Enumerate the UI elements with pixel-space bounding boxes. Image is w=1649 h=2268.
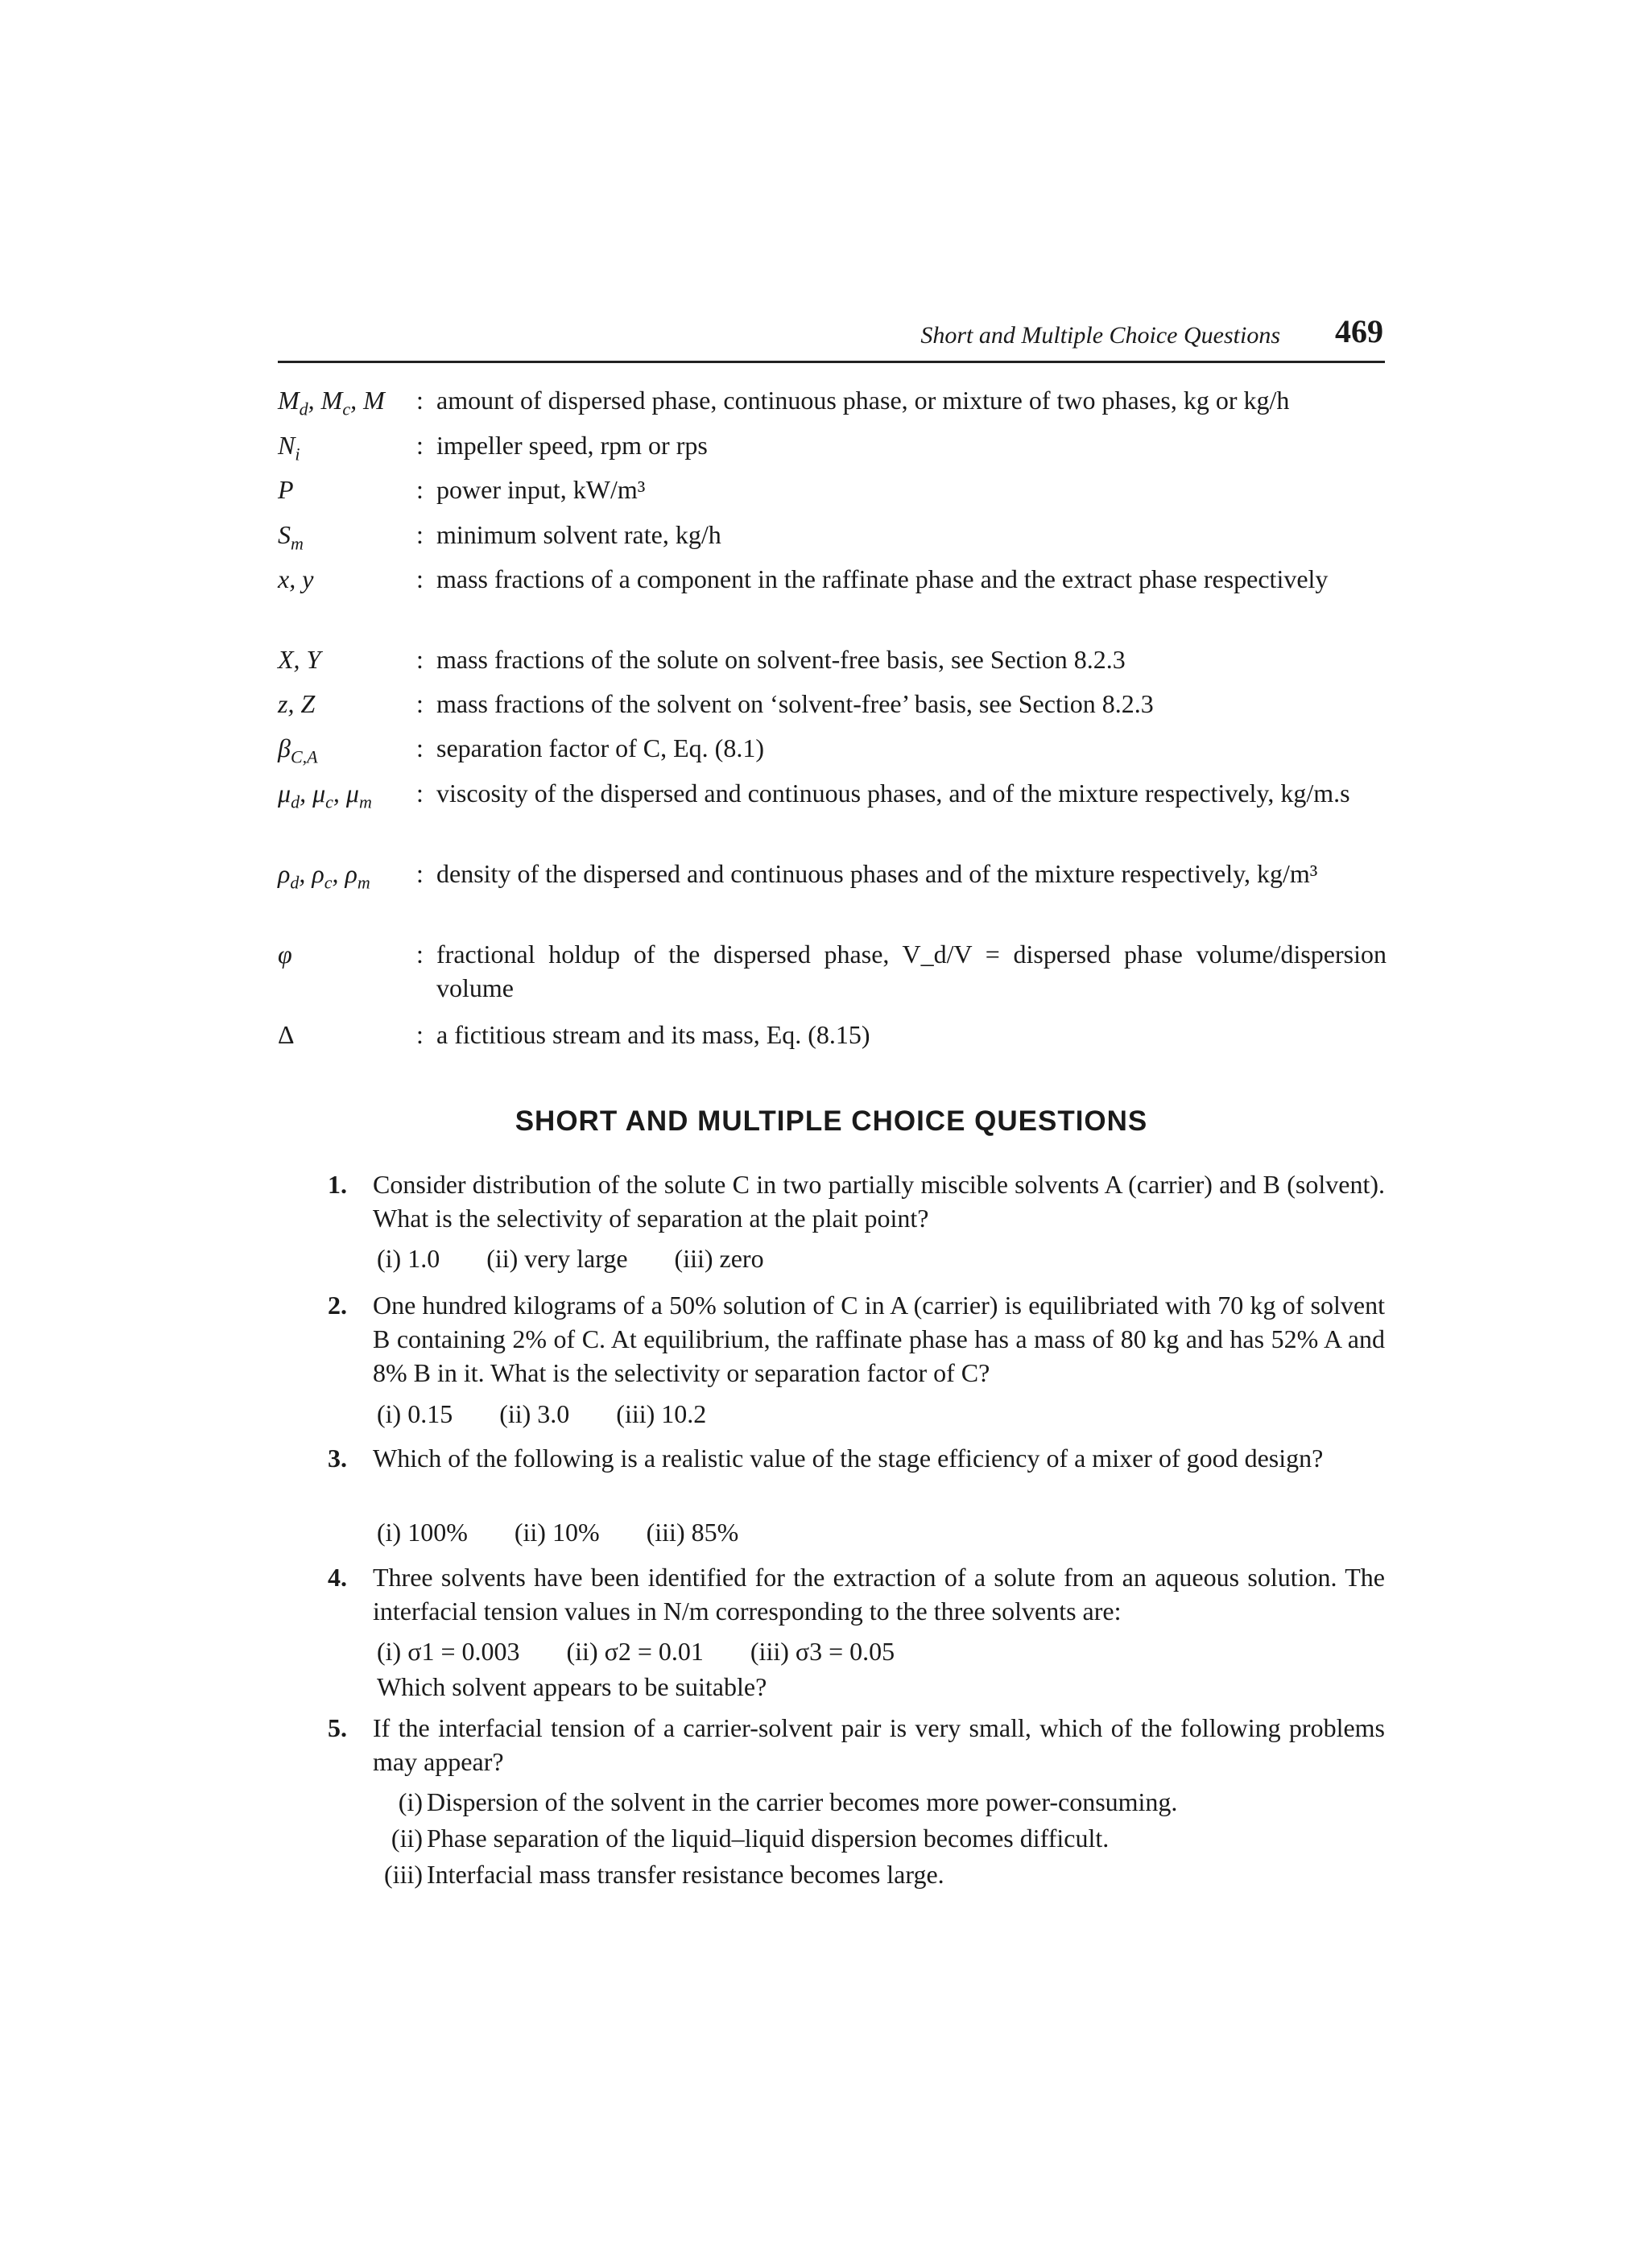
question-number: 4. — [328, 1563, 347, 1592]
answer-option: (ii) σ2 = 0.01 — [566, 1637, 704, 1666]
answer-option: (ii) very large — [486, 1244, 628, 1273]
nomenclature-colon: : — [416, 645, 424, 674]
answer-option: (ii) 3.0 — [499, 1399, 570, 1428]
nomenclature-symbol: z, Z — [278, 689, 316, 718]
question-number: 5. — [328, 1713, 347, 1742]
nomenclature-definition: impeller speed, rpm or rps — [436, 431, 708, 460]
answer-option: (iii) 85% — [646, 1518, 739, 1547]
nomenclature-symbol: P — [278, 475, 294, 504]
answer-options — [377, 1241, 804, 1275]
answer-option: (iii) 10.2 — [616, 1399, 707, 1428]
question-text: If the interfacial tension of a carrier-solvent pair is very small, which of the following problems may appear? — [373, 1713, 1385, 1776]
nomenclature-colon: : — [416, 689, 424, 718]
answer-options — [377, 1397, 746, 1431]
nomenclature-definition: mass fractions of the solute on solvent-free basis, see Section 8.2.3 — [436, 645, 1126, 674]
question-followup: Which solvent appears to be suitable? — [377, 1672, 767, 1701]
nomenclature-symbol: $M_d$, $M_c$, M — [278, 386, 385, 419]
nomenclature-definition: mass fractions of the solvent on ‘solvent-free’ basis, see Section 8.2.3 — [436, 689, 1154, 718]
running-title: Short and Multiple Choice Questions — [920, 322, 1280, 349]
answer-option-text: Interfacial mass transfer resistance becomes large. — [427, 1860, 944, 1889]
nomenclature-colon: : — [416, 386, 424, 415]
answer-option: (i) 100% — [377, 1518, 468, 1547]
nomenclature-definition: minimum solvent rate, kg/h — [436, 520, 721, 549]
question-text: One hundred kilograms of a 50% solution of C in A (carrier) is equilibriated with 70 kg of solvent B containing 2% of C. At equilibrium, the raffinate phase has a mass of 80 kg and has 52% A and 8% B in it. What is the selectivity or separation factor of C? — [373, 1291, 1385, 1387]
nomenclature-symbol: X, Y — [278, 645, 321, 674]
nomenclature-definition: separation factor of C, Eq. (8.1) — [436, 733, 764, 762]
nomenclature-definition: viscosity of the dispersed and continuous phases, and of the mixture respectively, kg/m.s — [436, 779, 1350, 808]
answer-options — [377, 1515, 779, 1549]
nomenclature-colon: : — [416, 475, 424, 504]
nomenclature-symbol: $S_m$ — [278, 520, 304, 554]
nomenclature-definition: fractional holdup of the dispersed phase, V_d/V = dispersed phase volume/dispersion volume — [436, 940, 1387, 1002]
answer-option-label: (ii) — [391, 1824, 423, 1853]
answer-option: (i) 0.15 — [377, 1399, 453, 1428]
nomenclature-colon: : — [416, 564, 424, 593]
answer-option-text: Dispersion of the solvent in the carrier becomes more power-consuming. — [427, 1787, 1178, 1816]
nomenclature-symbol: $N_i$ — [278, 431, 300, 465]
nomenclature-colon: : — [416, 733, 424, 762]
question-text: Three solvents have been identified for the extraction of a solute from an aqueous solution. The interfacial tension values in N/m corresponding to the three solvents are: — [373, 1563, 1385, 1626]
answer-option: (iii) σ3 = 0.05 — [750, 1637, 895, 1666]
running-header — [278, 312, 1385, 363]
nomenclature-colon: : — [416, 520, 424, 549]
nomenclature-symbol: Δ — [278, 1020, 295, 1049]
answer-option — [362, 1857, 1385, 1894]
question-number: 2. — [328, 1291, 347, 1320]
answer-option: (ii) 10% — [514, 1518, 600, 1547]
page-number: 469 — [1335, 313, 1383, 349]
answer-option-text: Phase separation of the liquid–liquid dispersion becomes difficult. — [427, 1824, 1110, 1853]
nomenclature-definition: amount of dispersed phase, continuous phase, or mixture of two phases, kg or kg/h — [436, 386, 1290, 415]
nomenclature-symbol: $\mu_d$, $\mu_c$, $\mu_m$ — [278, 779, 372, 812]
section-heading: SHORT AND MULTIPLE CHOICE QUESTIONS — [515, 1105, 1148, 1137]
answer-option — [362, 1821, 1385, 1857]
question-text: Consider distribution of the solute C in two partially miscible solvents A (carrier) and B (solvent). What is the selectivity of separation at the plait point? — [373, 1170, 1385, 1233]
nomenclature-colon: : — [416, 431, 424, 460]
answer-option: (i) 1.0 — [377, 1244, 440, 1273]
nomenclature-definition: power input, kW/m³ — [436, 475, 646, 504]
question-number: 3. — [328, 1444, 347, 1473]
nomenclature-definition: mass fractions of a component in the raffinate phase and the extract phase respectively — [436, 564, 1329, 593]
nomenclature-colon: : — [416, 940, 424, 969]
nomenclature-colon: : — [416, 779, 424, 808]
question-text: Which of the following is a realistic value of the stage efficiency of a mixer of good design? — [373, 1444, 1324, 1473]
nomenclature-colon: : — [416, 1020, 424, 1049]
answer-options — [377, 1634, 935, 1668]
question-number: 1. — [328, 1170, 347, 1199]
answer-option — [362, 1785, 1385, 1821]
nomenclature-symbol: $\beta_{C,A}$ — [278, 733, 318, 767]
answer-option-label: (iii) — [384, 1860, 423, 1889]
answer-option-label: (i) — [398, 1787, 423, 1816]
nomenclature-symbol: x, y — [278, 564, 314, 593]
nomenclature-symbol: φ — [278, 940, 292, 969]
nomenclature-symbol: $\rho_d$, $\rho_c$, $\rho_m$ — [278, 859, 370, 893]
nomenclature-definition: a fictitious stream and its mass, Eq. (8.15) — [436, 1020, 870, 1049]
nomenclature-colon: : — [416, 859, 424, 888]
answer-option-list — [362, 1785, 1385, 1894]
nomenclature-definition: density of the dispersed and continuous phases and of the mixture respectively, kg/m³ — [436, 859, 1318, 888]
answer-option: (i) σ1 = 0.003 — [377, 1637, 520, 1666]
answer-option: (iii) zero — [674, 1244, 764, 1273]
